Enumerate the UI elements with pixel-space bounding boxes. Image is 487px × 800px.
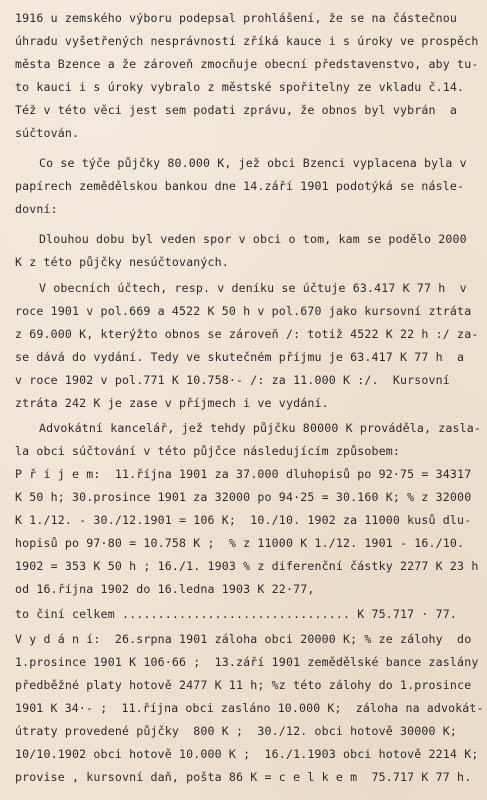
income-total-line: to činí celkem ................................ K 75.717 · 77. xyxy=(15,607,458,621)
text-line: K z této půjčky nesúčtovaných. xyxy=(15,255,229,269)
text-line: útraty provedené půjčky 800 K ; 30./12. obci hotově 30000 K; xyxy=(15,724,458,738)
text-line: roce 1901 v pol.669 a 4522 K 50 h v pol.670 jako kursovní ztráta xyxy=(15,304,472,318)
text-line: Též v této věci jest sem podati zprávu, že obnos byl vybrán a xyxy=(15,103,458,117)
text-line: 1901 K 34·- ; 11.října obci zasláno 10.000 K; záloha na advokát- xyxy=(15,701,484,715)
expenses-total-line: provise , kursovní daň, pošta 86 K = c e l k e m 75.717 K 77 h. xyxy=(15,770,472,784)
text-line: úhradu vyšetřených nesprávností zříká kauce i s úroky ve prospěch xyxy=(15,34,479,48)
text-line: papírech zemědělskou bankou dne 14.září 1901 podotýká se násle- xyxy=(15,179,465,193)
text-line: v roce 1902 v pol.771 K 10.758·- /: za 11.000 K :/. Kursovní xyxy=(15,373,450,387)
text-line: od 16.října 1902 do 16.ledna 1903 K 22·77, xyxy=(15,582,315,596)
text-line: města Bzence a že zároveň zmocňuje obecní představenstvo, aby tu- xyxy=(15,57,479,71)
text-line: se dává do vydání. Tedy ve skutečném příjmu je 63.417 K 77 h a xyxy=(15,350,465,364)
text-line: hopisů po 97·80 = 10.758 K ; % z 11000 K 1./12. 1901 - 16./10. xyxy=(15,536,465,550)
text-line: Co se týče půjčky 80.000 K, jež obci Bzenci vyplacena byla v xyxy=(39,156,467,170)
text-line: 1.prosince 1901 K 106·66 ; 13.září 1901 zemědělské bance zaslány xyxy=(15,655,479,669)
text-line: K 1./12. - 30./12.1901 = 106 K; 10./10. 1902 za 11000 kusů dlu- xyxy=(15,513,472,527)
text-line: K 50 h; 30.prosince 1901 za 32000 po 94·25 = 30.160 K; % z 32000 xyxy=(15,490,472,504)
text-line: ztráta 242 K je zase v příjmech i ve vydání. xyxy=(15,396,329,410)
text-line: dovní: xyxy=(15,202,58,216)
text-line: Dlouhou dobu byl veden spor v obci o tom, kam se podělo 2000 xyxy=(39,232,467,246)
text-line: z 69.000 K, kterýžto obnos se zároveň /: totiž 4522 K 22 h :/ za- xyxy=(15,327,479,341)
text-line: súčtován. xyxy=(15,126,80,140)
text-line: 1916 u zemského výboru podepsal prohlášení, že se na částečnou xyxy=(15,11,458,25)
expenses-section-line: V y d á n í: 26.srpna 1901 záloha obci 20000 K; % ze zálohy do xyxy=(15,632,472,646)
text-line: 10/10.1902 obci hotově 10.000 K ; 16./1.1903 obci hotově 2214 K; xyxy=(15,747,479,761)
text-line: předběžné platy hotově 2477 K 11 h; %z této zálohy do 1.prosince xyxy=(15,678,472,692)
text-line: V obecních účtech, resp. v deníku se účtuje 63.417 K 77 h v xyxy=(39,281,467,295)
text-line: to kauci i s úroky vybralo z městské spořitelny ze vkladu č.14. xyxy=(15,80,465,94)
income-section-line: P ř í j e m: 11.října 1901 za 37.000 dluhopisů po 92·75 = 34317 xyxy=(15,467,472,481)
text-line: Advokátní kancelář, jež tehdy půjčku 80000 K prováděla, zasla- xyxy=(39,421,482,435)
text-line: la obci súčtování v této půjčce následujícím způsobem: xyxy=(15,444,401,458)
text-line: 1902 = 353 K 50 h ; 16./1. 1903 % z diferenční částky 2277 K 23 h xyxy=(15,559,479,573)
